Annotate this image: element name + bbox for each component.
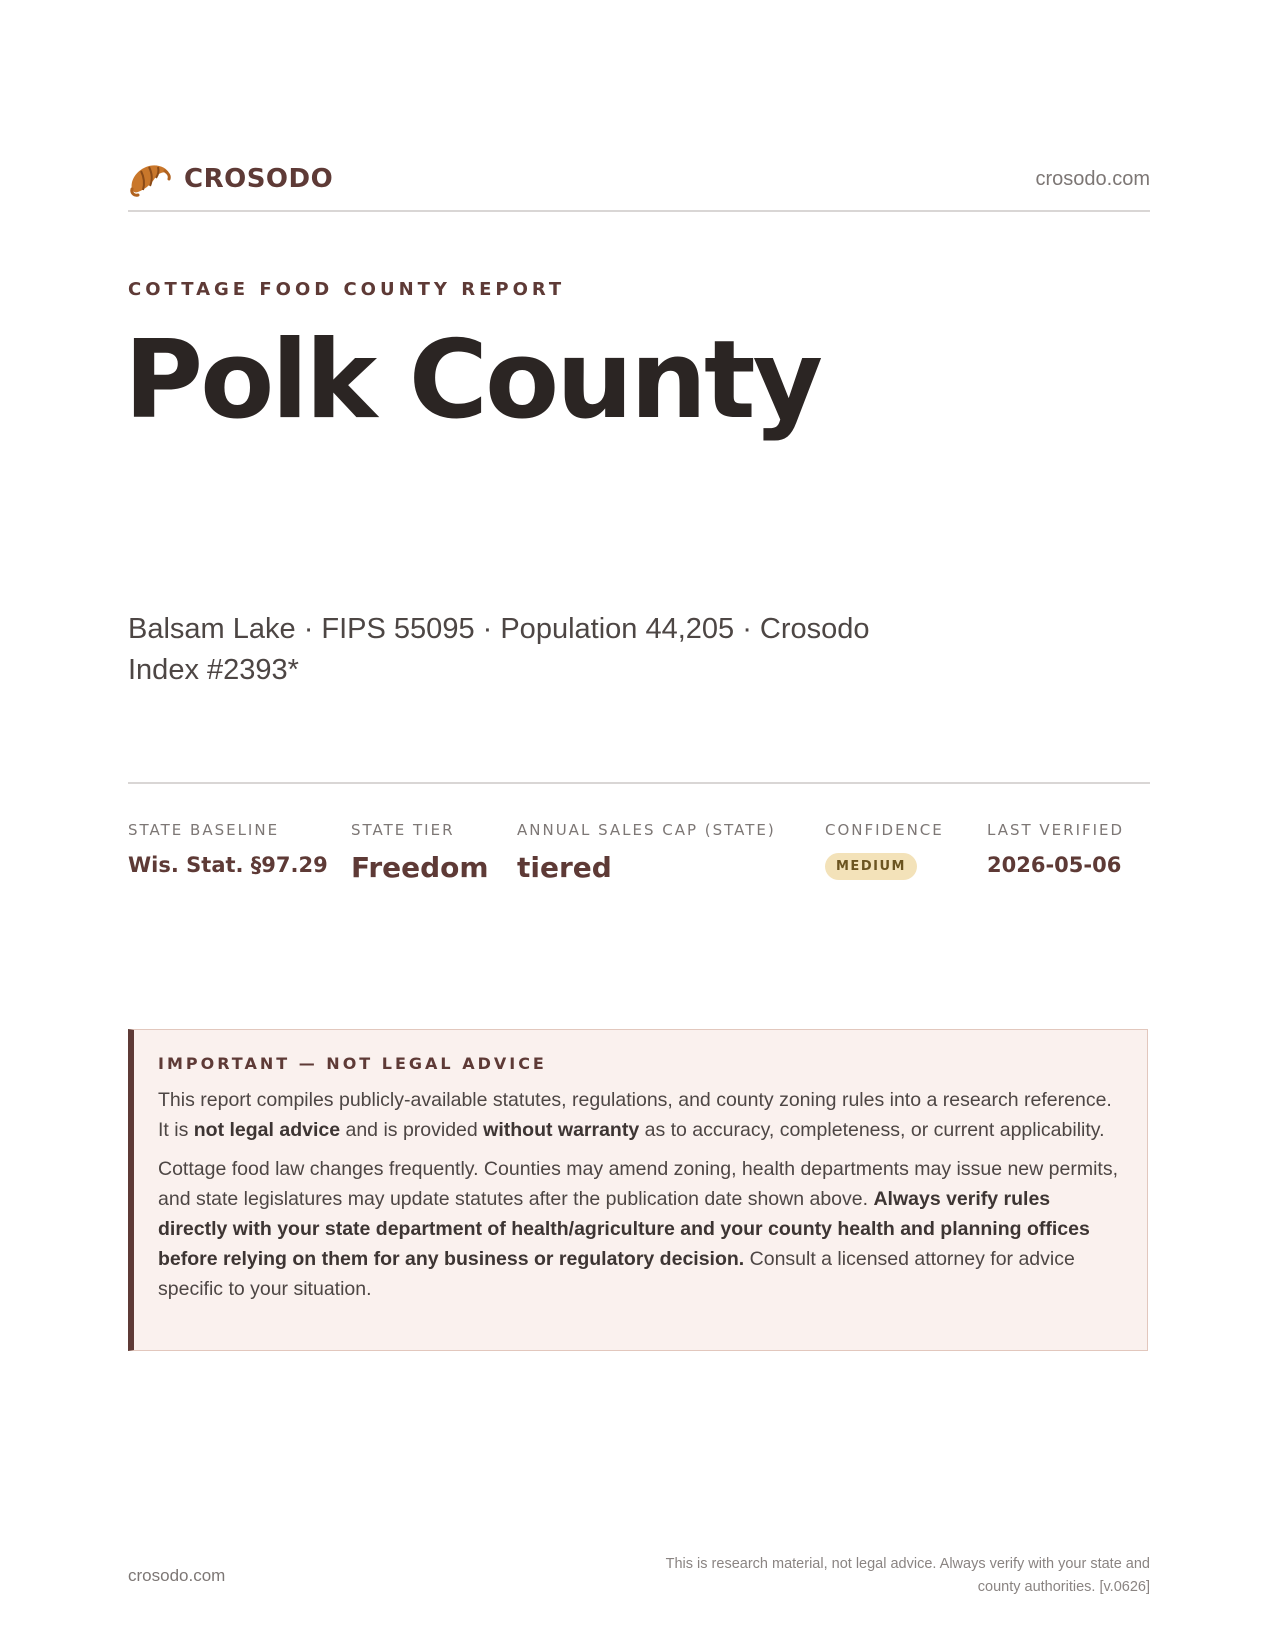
stat-label: STATE TIER xyxy=(351,821,455,839)
stat-label: ANNUAL SALES CAP (STATE) xyxy=(517,821,776,839)
notice-text: Consult a licensed attorney for advice specific to your situation. xyxy=(158,1248,1075,1300)
stat-value: tiered xyxy=(517,851,612,884)
notice-paragraph xyxy=(158,1085,1123,1145)
stat-value: 2026-05-06 xyxy=(987,853,1122,877)
report-page xyxy=(124,0,1150,1650)
stat-tier xyxy=(351,821,489,884)
stat-label: STATE BASELINE xyxy=(128,821,280,839)
stat-last-verified xyxy=(987,821,1124,877)
notice-emphasis: Always verify rules directly with your state department of health/agriculture and your county health and planning offices before relying on them for any business or regulatory decision. xyxy=(158,1188,1090,1270)
footer-disclaimer: This is research material, not legal advice. Always verify with your state and county authorities. [v.0626] xyxy=(665,1556,1150,1595)
notice-text: and is provided xyxy=(340,1119,484,1141)
brand[interactable] xyxy=(128,159,333,199)
divider xyxy=(128,782,1150,784)
page-title: Polk County xyxy=(124,318,821,443)
site-link[interactable]: crosodo.com xyxy=(1035,168,1150,190)
stat-label: LAST VERIFIED xyxy=(987,821,1125,839)
page-header xyxy=(128,154,1150,212)
report-subtitle: Balsam Lake · FIPS 55095 · Population 44,205 · Crosodo Index #2393* xyxy=(128,613,870,686)
brand-name: CROSODO xyxy=(184,164,334,194)
notice-title: IMPORTANT — NOT LEGAL ADVICE xyxy=(158,1054,547,1073)
notice-paragraph xyxy=(158,1154,1123,1304)
footer-site-link[interactable]: crosodo.com xyxy=(128,1566,226,1585)
stat-value: Wis. Stat. §97.29 xyxy=(128,853,328,877)
stat-baseline xyxy=(128,821,328,877)
report-eyebrow: COTTAGE FOOD COUNTY REPORT xyxy=(128,279,566,300)
stat-sales-cap xyxy=(517,821,776,884)
notice-text: Cottage food law changes frequently. Counties may amend zoning, health departments may issue new permits, and state legislatures may update statutes after the publication date shown above. xyxy=(158,1158,1118,1210)
legal-notice xyxy=(128,1029,1148,1351)
notice-text: This report compiles publicly-available statutes, regulations, and county zoning rules into a research reference. It is xyxy=(158,1089,1112,1141)
notice-emphasis: without warranty xyxy=(483,1119,640,1141)
stat-label: CONFIDENCE xyxy=(825,821,944,839)
notice-text: as to accuracy, completeness, or current applicability. xyxy=(639,1119,1105,1141)
notice-emphasis: not legal advice xyxy=(193,1119,341,1141)
stat-confidence xyxy=(825,821,944,880)
croissant-icon xyxy=(128,159,172,199)
confidence-badge: MEDIUM xyxy=(825,853,917,880)
stat-value: Freedom xyxy=(351,851,489,884)
